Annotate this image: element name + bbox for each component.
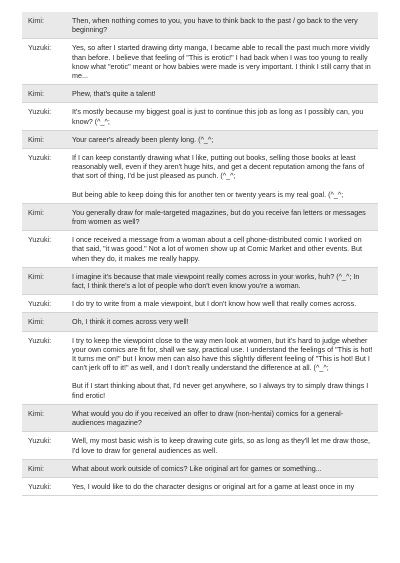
dialogue-paragraph: I imagine it's because that male viewpoint really comes across in your works, huh? (^_^; In fact, I think there's a lot of people who don't even know you're a woman. — [72, 271, 360, 291]
dialogue-content — [72, 153, 374, 199]
dialogue-paragraph: Yes, I would like to do the character designs or original art for a game at least once in my — [72, 481, 355, 491]
dialogue-row — [22, 85, 378, 103]
dialogue-row — [22, 313, 378, 331]
dialogue-content — [72, 135, 374, 144]
dialogue-row — [22, 103, 378, 130]
speaker-label: Kimi: — [28, 463, 44, 473]
dialogue-content — [72, 89, 374, 98]
speaker-label: Yuzuki: — [28, 335, 52, 345]
dialogue-row — [22, 149, 378, 204]
dialogue-content — [72, 482, 374, 491]
speaker-label: Yuzuki: — [28, 153, 52, 163]
dialogue-content — [72, 336, 374, 400]
dialogue-content — [72, 436, 374, 454]
dialogue-paragraph: But being able to keep doing this for another ten or twenty years is my real goal. (^_^; — [72, 189, 344, 199]
dialogue-row — [22, 432, 378, 459]
dialogue-paragraph: Phew, that's quite a talent! — [72, 89, 156, 99]
dialogue-paragraph: Well, my most basic wish is to keep drawing cute girls, so as long as they'll let me draw those, I'd love to draw for general audiences as well. — [72, 436, 371, 455]
dialogue-paragraph: I do try to write from a male viewpoint, but I don't know how well that really comes across. — [72, 299, 357, 309]
speaker-label: Kimi: — [28, 317, 44, 327]
dialogue-paragraph: I once received a message from a woman about a cell phone-distributed comic I worked on that said, "it was good." Not a lot of women show up at Comic Market and other events. But when they do, it makes me really happy. — [72, 235, 362, 263]
dialogue-content — [72, 409, 374, 427]
dialogue-paragraph: If I can keep constantly drawing what I like, putting out books, selling those books at least reasonably well, even if they aren't huge hits, and get a decent reputation among the fans of that sort of thing, I'd be just pleased as punch. (^_^; — [72, 153, 365, 181]
speaker-label: Yuzuki: — [28, 436, 52, 446]
speaker-label: Yuzuki: — [28, 481, 52, 491]
speaker-label: Kimi: — [28, 408, 44, 418]
dialogue-row — [22, 12, 378, 39]
dialogue-content — [72, 299, 374, 308]
dialogue-paragraph: What about work outside of comics? Like original art for games or something... — [72, 463, 322, 473]
speaker-label: Kimi: — [28, 89, 44, 99]
dialogue-content — [72, 107, 374, 125]
dialogue-paragraph: I try to keep the viewpoint close to the way men look at women, but it's hard to judge whether your own comics are fit for, shall we say, practical use. I understand the feelings of "This is hot! It turns me on!" but I know men can also have this slightly different feeling of "This is hot! But I can't jerk off to it!" as well, and I don't really understand the difference at all. (^_^; — [72, 335, 373, 373]
speaker-label: Yuzuki: — [28, 43, 52, 53]
interview-transcript — [22, 12, 378, 496]
speaker-label: Kimi: — [28, 134, 44, 144]
dialogue-row — [22, 295, 378, 313]
dialogue-paragraph: You generally draw for male-targeted magazines, but do you receive fan letters or messages from women as well? — [72, 207, 366, 227]
dialogue-content — [72, 317, 374, 326]
dialogue-row — [22, 405, 378, 432]
dialogue-paragraph: But if I start thinking about that, I'd never get anywhere, so I always try to simply draw things I find erotic! — [72, 381, 369, 400]
dialogue-paragraph: Then, when nothing comes to you, you have to think back to the past / go back to the very beginning? — [72, 16, 358, 35]
dialogue-paragraph: What would you do if you received an offer to draw (non-hentai) comics for a general-audiences magazine? — [72, 408, 344, 428]
speaker-label: Yuzuki: — [28, 107, 52, 117]
dialogue-content — [72, 208, 374, 226]
dialogue-content — [72, 272, 374, 290]
dialogue-row — [22, 204, 378, 231]
speaker-label: Kimi: — [28, 271, 44, 281]
speaker-label: Yuzuki: — [28, 235, 52, 245]
dialogue-content — [72, 43, 374, 80]
dialogue-row — [22, 460, 378, 478]
dialogue-row — [22, 332, 378, 405]
dialogue-row — [22, 131, 378, 149]
speaker-label: Kimi: — [28, 207, 44, 217]
dialogue-content — [72, 16, 374, 34]
dialogue-content — [72, 464, 374, 473]
speaker-label: Yuzuki: — [28, 299, 52, 309]
dialogue-row — [22, 478, 378, 496]
dialogue-row — [22, 268, 378, 295]
dialogue-paragraph: Your career's already been plenty long. (^_^; — [72, 134, 214, 144]
dialogue-paragraph: It's mostly because my biggest goal is just to continue this job as long as I possibly can, you know? (^_^; — [72, 107, 364, 126]
dialogue-paragraph: Yes, so after I started drawing dirty manga, I became able to recall the past much more vividly than before. I believe that feeling of "This is erotic!" I had back when I was too young to really know what "erotic" meant or how babies were made is very important. I think I still carry that in me... — [72, 43, 371, 81]
dialogue-paragraph: Oh, I think it comes across very well! — [72, 317, 189, 327]
dialogue-content — [72, 235, 374, 263]
dialogue-row — [22, 231, 378, 268]
dialogue-row — [22, 39, 378, 85]
speaker-label: Kimi: — [28, 16, 44, 25]
